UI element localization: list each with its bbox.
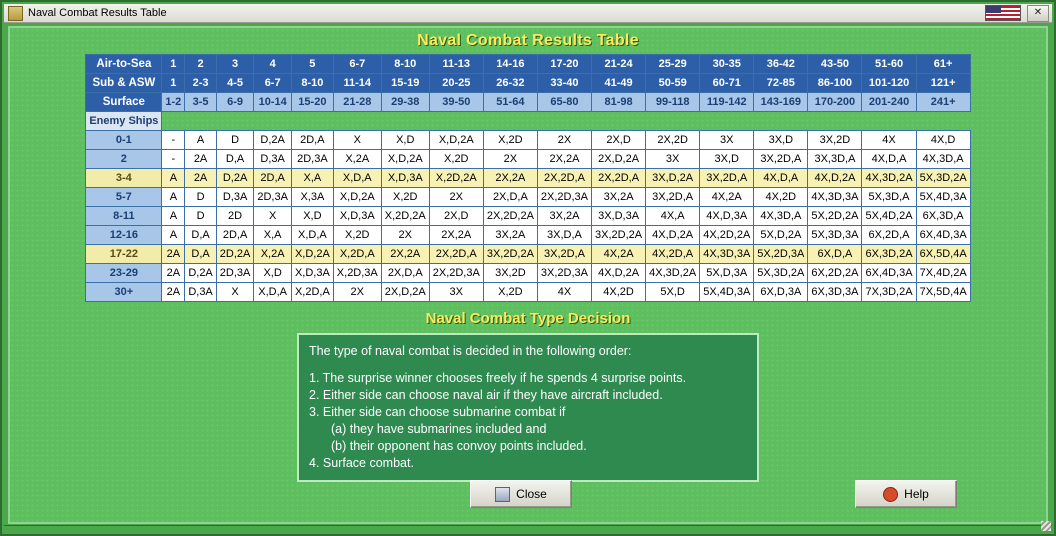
result-cell: 2X — [429, 188, 483, 207]
result-cell: D,A — [185, 226, 216, 245]
decision-text-box — [297, 333, 759, 482]
spacer-cell — [592, 112, 646, 131]
result-cell: X,2D — [483, 283, 537, 302]
close-icon — [495, 487, 510, 502]
result-cell: 3X,2D,2A — [483, 245, 537, 264]
result-cell: 2X,D,2A — [592, 150, 646, 169]
column-header-cell: 25-29 — [646, 55, 700, 74]
result-cell: D,3A — [254, 150, 292, 169]
result-cell: 5X,4D,2A — [862, 207, 916, 226]
result-cell: 2D — [216, 207, 254, 226]
result-cell: X,D,A — [291, 226, 333, 245]
result-cell: 2X,2A — [429, 226, 483, 245]
result-cell: 2X,2D,3A — [537, 188, 591, 207]
column-header-cell: 43-50 — [808, 55, 862, 74]
result-cell: X,2D,2A — [381, 207, 429, 226]
column-header-cell: 2 — [185, 55, 216, 74]
spacer-cell — [808, 112, 862, 131]
column-header-cell: 4 — [254, 55, 292, 74]
column-header-cell: 6-9 — [216, 93, 254, 112]
result-cell: D,3A — [185, 283, 216, 302]
help-button-label: Help — [904, 487, 929, 501]
result-cell: 2X,2D,2A — [483, 207, 537, 226]
result-cell: 3X,2A — [537, 207, 591, 226]
enemy-ships-header-row — [86, 112, 970, 131]
table-row — [86, 245, 970, 264]
result-cell: 2D,3A — [254, 188, 292, 207]
spacer-cell — [333, 112, 381, 131]
result-cell: 2A — [185, 150, 216, 169]
column-header-cell: 10-14 — [254, 93, 292, 112]
result-cell: 6X,3D,A — [916, 207, 970, 226]
result-cell: X,2D,2A — [429, 169, 483, 188]
table-row — [86, 169, 970, 188]
spacer-cell — [254, 112, 292, 131]
result-cell: X,2D — [483, 131, 537, 150]
result-cell: 6X,5D,4A — [916, 245, 970, 264]
spacer-cell — [216, 112, 254, 131]
result-row-label: 17-22 — [86, 245, 162, 264]
result-cell: 5X,3D,A — [862, 188, 916, 207]
column-header-cell: 17-20 — [537, 55, 591, 74]
result-cell: 2A — [185, 169, 216, 188]
result-cell: 2X,D,A — [381, 264, 429, 283]
result-row-label: 12-16 — [86, 226, 162, 245]
column-header-cell: 41-49 — [592, 74, 646, 93]
result-cell: X,2D — [429, 150, 483, 169]
result-cell: 3X,2D — [808, 131, 862, 150]
table-row — [86, 283, 970, 302]
table-row — [86, 207, 970, 226]
result-cell: 2D,A — [291, 131, 333, 150]
result-cell: 4X,3D,2A — [862, 169, 916, 188]
result-cell: 2X — [381, 226, 429, 245]
result-cell: 4X,D,2A — [808, 169, 862, 188]
us-flag-icon — [985, 5, 1021, 21]
result-cell: 6X,3D,3A — [808, 283, 862, 302]
column-header-cell: 8-10 — [291, 74, 333, 93]
table-row — [86, 55, 970, 74]
result-row-label: 23-29 — [86, 264, 162, 283]
result-cell: X,2A — [254, 245, 292, 264]
decision-item-4: 4. Surface combat. — [309, 456, 414, 470]
spacer-cell — [537, 112, 591, 131]
result-cell: 4X,3D,2A — [646, 264, 700, 283]
result-cell: 4X — [537, 283, 591, 302]
result-cell: 3X,2A — [483, 226, 537, 245]
result-cell: X,D,3A — [333, 207, 381, 226]
result-cell: 4X,2D — [754, 188, 808, 207]
spacer-cell — [162, 112, 185, 131]
column-header-cell: 201-240 — [862, 93, 916, 112]
result-cell: 4X,2D — [592, 283, 646, 302]
result-cell: 4X — [862, 131, 916, 150]
column-header-cell: 36-42 — [754, 55, 808, 74]
window-title: Naval Combat Results Table — [28, 7, 167, 19]
result-cell: 3X,D,A — [537, 226, 591, 245]
result-cell: 3X,D,3A — [592, 207, 646, 226]
result-row-label: 5-7 — [86, 188, 162, 207]
column-header-cell: 121+ — [916, 74, 970, 93]
result-cell: 3X,2D,A — [537, 245, 591, 264]
result-cell: X,2D,A — [291, 283, 333, 302]
result-cell: 5X,D — [646, 283, 700, 302]
result-cell: X,D,2A — [333, 188, 381, 207]
result-cell: 7X,3D,2A — [862, 283, 916, 302]
result-cell: D — [185, 188, 216, 207]
result-cell: 3X,2D,A — [754, 150, 808, 169]
result-row-label: 30+ — [86, 283, 162, 302]
decision-item-1: 1. The surprise winner chooses freely if he spends 4 surprise points. — [309, 371, 687, 385]
result-cell: 4X,D,A — [754, 169, 808, 188]
result-cell: D,A — [216, 150, 254, 169]
result-cell: D,2A — [254, 131, 292, 150]
column-header-cell: 72-85 — [754, 74, 808, 93]
column-header-cell: 1 — [162, 55, 185, 74]
result-cell: 5X,D,2A — [754, 226, 808, 245]
result-cell: X,D,2A — [429, 131, 483, 150]
result-cell: 6X,4D,3A — [862, 264, 916, 283]
column-header-cell: 81-98 — [592, 93, 646, 112]
result-cell: 3X,2D — [483, 264, 537, 283]
button-row — [10, 480, 1046, 508]
result-cell: 2X,D,2A — [381, 283, 429, 302]
result-row-label: 2 — [86, 150, 162, 169]
result-cell: 7X,4D,2A — [916, 264, 970, 283]
decision-item-3: 3. Either side can choose submarine combat if — [309, 405, 566, 419]
spacer-cell — [381, 112, 429, 131]
result-cell: 2A — [162, 264, 185, 283]
result-cell: 4X,2D,A — [646, 245, 700, 264]
column-header-cell: 4-5 — [216, 74, 254, 93]
result-cell: 2X,2D,A — [592, 169, 646, 188]
decision-lead: The type of naval combat is decided in the following order: — [309, 344, 632, 358]
result-cell: 4X,2A — [592, 245, 646, 264]
result-cell: X,A — [254, 226, 292, 245]
result-cell: A — [162, 188, 185, 207]
result-cell: 5X,2D,2A — [808, 207, 862, 226]
result-cell: 5X,4D,3A — [700, 283, 754, 302]
result-cell: X,D — [254, 264, 292, 283]
result-cell: 2X,2D — [646, 131, 700, 150]
result-cell: 2X,2D,A — [537, 169, 591, 188]
column-header-cell: 1 — [162, 74, 185, 93]
enemy-ships-label: Enemy Ships — [86, 112, 162, 131]
result-cell: 3X,D — [754, 131, 808, 150]
result-cell: X,2D,3A — [333, 264, 381, 283]
result-cell: 5X,4D,3A — [916, 188, 970, 207]
column-header-cell: 15-19 — [381, 74, 429, 93]
help-button[interactable] — [855, 480, 957, 508]
result-cell: 6X,4D,3A — [916, 226, 970, 245]
result-cell: 2A — [162, 245, 185, 264]
result-cell: X,D — [381, 131, 429, 150]
row-header-surface: Surface — [86, 93, 162, 112]
column-header-cell: 8-10 — [381, 55, 429, 74]
row-header-sub-asw: Sub & ASW — [86, 74, 162, 93]
result-cell: 4X,D,A — [862, 150, 916, 169]
column-header-cell: 61+ — [916, 55, 970, 74]
result-cell: - — [162, 150, 185, 169]
table-row — [86, 264, 970, 283]
result-cell: 2X — [483, 150, 537, 169]
result-cell: 4X,D,2A — [592, 264, 646, 283]
result-cell: 5X,3D,3A — [808, 226, 862, 245]
table-row — [86, 131, 970, 150]
spacer-cell — [754, 112, 808, 131]
result-cell: X,D,2A — [381, 150, 429, 169]
result-cell: D — [185, 207, 216, 226]
column-header-cell: 6-7 — [254, 74, 292, 93]
result-cell: 2D,A — [254, 169, 292, 188]
column-header-cell: 39-50 — [429, 93, 483, 112]
table-row — [86, 74, 970, 93]
result-cell: X — [254, 207, 292, 226]
column-header-cell: 26-32 — [483, 74, 537, 93]
result-cell: X,2D — [333, 226, 381, 245]
title-bar-right — [985, 5, 1052, 22]
result-cell: D,3A — [216, 188, 254, 207]
column-header-cell: 5 — [291, 55, 333, 74]
table-row — [86, 226, 970, 245]
result-cell: 5X,2D,3A — [754, 245, 808, 264]
result-cell: 5X,D,3A — [700, 264, 754, 283]
result-cell: 5X,3D,2A — [754, 264, 808, 283]
decision-item-2: 2. Either side can choose naval air if they have aircraft included. — [309, 388, 663, 402]
column-header-cell: 51-60 — [862, 55, 916, 74]
result-cell: 2X,2A — [537, 150, 591, 169]
result-cell: 4X,3D,A — [754, 207, 808, 226]
column-header-cell: 99-118 — [646, 93, 700, 112]
close-button-label: Close — [516, 487, 547, 501]
column-header-cell: 1-2 — [162, 93, 185, 112]
decision-section-title: Naval Combat Type Decision — [425, 310, 631, 327]
result-cell: X,2A — [333, 150, 381, 169]
result-cell: 4X,D — [916, 131, 970, 150]
result-row-label: 0-1 — [86, 131, 162, 150]
result-cell: X,2D — [381, 188, 429, 207]
result-cell: X,3A — [291, 188, 333, 207]
result-cell: 2X,D,A — [483, 188, 537, 207]
result-cell: X — [333, 131, 381, 150]
result-row-label: 8-11 — [86, 207, 162, 226]
result-cell: 6X,D,A — [808, 245, 862, 264]
result-cell: 2D,A — [216, 226, 254, 245]
column-header-cell: 143-169 — [754, 93, 808, 112]
result-cell: 3X,2D,A — [646, 188, 700, 207]
result-cell: 6X,2D,2A — [808, 264, 862, 283]
column-header-cell: 51-64 — [483, 93, 537, 112]
result-cell: 4X,3D,3A — [808, 188, 862, 207]
result-cell: D — [216, 131, 254, 150]
result-cell: 4X,D,2A — [646, 226, 700, 245]
result-cell: 4X,A — [646, 207, 700, 226]
column-header-cell: 3-5 — [185, 93, 216, 112]
result-cell: 3X — [646, 150, 700, 169]
result-cell: 3X,D,2A — [646, 169, 700, 188]
result-cell: 6X,2D,A — [862, 226, 916, 245]
column-header-cell: 33-40 — [537, 74, 591, 93]
column-header-cell: 65-80 — [537, 93, 591, 112]
result-row-label: 3-4 — [86, 169, 162, 188]
result-cell: 2A — [162, 283, 185, 302]
close-window-button[interactable]: ✕ — [1027, 5, 1049, 22]
result-cell: D,2A — [216, 169, 254, 188]
result-cell: 4X,2A — [700, 188, 754, 207]
column-header-cell: 2-3 — [185, 74, 216, 93]
spacer-cell — [291, 112, 333, 131]
column-header-cell: 30-35 — [700, 55, 754, 74]
page-title: Naval Combat Results Table — [417, 32, 639, 49]
column-header-cell: 11-13 — [429, 55, 483, 74]
spacer-cell — [483, 112, 537, 131]
row-header-air-to-sea: Air-to-Sea — [86, 55, 162, 74]
result-cell: 4X,3D,A — [916, 150, 970, 169]
result-cell: 2X,2A — [483, 169, 537, 188]
table-row — [86, 150, 970, 169]
result-cell: 4X,2D,2A — [700, 226, 754, 245]
result-cell: 2X — [537, 131, 591, 150]
result-cell: 2D,2A — [216, 245, 254, 264]
column-header-cell: 20-25 — [429, 74, 483, 93]
spacer-cell — [700, 112, 754, 131]
result-cell: 3X — [700, 131, 754, 150]
column-header-cell: 15-20 — [291, 93, 333, 112]
result-cell: 7X,5D,4A — [916, 283, 970, 302]
column-header-cell: 3 — [216, 55, 254, 74]
table-row — [86, 93, 970, 112]
close-button[interactable] — [470, 480, 572, 508]
result-cell: 2X,2D,3A — [429, 264, 483, 283]
resize-grip[interactable] — [1041, 521, 1051, 531]
naval-combat-results-table — [85, 54, 970, 302]
title-bar — [4, 4, 1052, 23]
result-cell: 2X,2A — [381, 245, 429, 264]
column-header-cell: 241+ — [916, 93, 970, 112]
column-header-cell: 101-120 — [862, 74, 916, 93]
result-cell: 3X,D — [700, 150, 754, 169]
result-cell: X,D,3A — [381, 169, 429, 188]
content-panel — [8, 26, 1048, 524]
result-cell: 2D,3A — [291, 150, 333, 169]
result-cell: - — [162, 131, 185, 150]
result-cell: D,2A — [185, 264, 216, 283]
column-header-cell: 21-24 — [592, 55, 646, 74]
table-row — [86, 188, 970, 207]
result-cell: X,D,2A — [291, 245, 333, 264]
spacer-cell — [185, 112, 216, 131]
result-cell: X,D,3A — [291, 264, 333, 283]
result-cell: A — [162, 169, 185, 188]
column-header-cell: 86-100 — [808, 74, 862, 93]
decision-subitem-b: (b) their opponent has convoy points included. — [331, 439, 587, 453]
result-cell: A — [185, 131, 216, 150]
column-header-cell: 119-142 — [700, 93, 754, 112]
decision-subitem-a: (a) they have submarines included and — [331, 422, 547, 436]
result-cell: X,D,A — [254, 283, 292, 302]
column-header-cell: 21-28 — [333, 93, 381, 112]
spacer-cell — [916, 112, 970, 131]
column-header-cell: 6-7 — [333, 55, 381, 74]
result-cell: 3X — [429, 283, 483, 302]
window-icon — [8, 6, 23, 21]
result-cell: X,2D,A — [333, 245, 381, 264]
column-header-cell: 29-38 — [381, 93, 429, 112]
result-cell: X,D — [291, 207, 333, 226]
result-cell: X,D,A — [333, 169, 381, 188]
result-cell: 6X,D,3A — [754, 283, 808, 302]
result-cell: 2X — [333, 283, 381, 302]
window-bottom-strip — [4, 525, 1052, 532]
column-header-cell: 60-71 — [700, 74, 754, 93]
column-header-cell: 11-14 — [333, 74, 381, 93]
spacer-cell — [646, 112, 700, 131]
result-cell: A — [162, 226, 185, 245]
column-header-cell: 14-16 — [483, 55, 537, 74]
result-cell: 6X,3D,2A — [862, 245, 916, 264]
spacer-cell — [429, 112, 483, 131]
result-cell: X — [216, 283, 254, 302]
result-cell: 3X,3D,A — [808, 150, 862, 169]
column-header-cell: 50-59 — [646, 74, 700, 93]
help-icon — [883, 487, 898, 502]
result-cell: 3X,2D,3A — [537, 264, 591, 283]
result-cell: 5X,3D,2A — [916, 169, 970, 188]
result-cell: 3X,2D,2A — [592, 226, 646, 245]
result-cell: A — [162, 207, 185, 226]
result-cell: 4X,D,3A — [700, 207, 754, 226]
result-cell: 2X,2D,A — [429, 245, 483, 264]
result-cell: X,A — [291, 169, 333, 188]
result-cell: 2X,D — [429, 207, 483, 226]
spacer-cell — [862, 112, 916, 131]
result-cell: 4X,3D,3A — [700, 245, 754, 264]
result-cell: 2X,D — [592, 131, 646, 150]
column-header-cell: 170-200 — [808, 93, 862, 112]
result-cell: D,A — [185, 245, 216, 264]
result-cell: 3X,2A — [592, 188, 646, 207]
result-cell: 3X,2D,A — [700, 169, 754, 188]
result-cell: 2D,3A — [216, 264, 254, 283]
